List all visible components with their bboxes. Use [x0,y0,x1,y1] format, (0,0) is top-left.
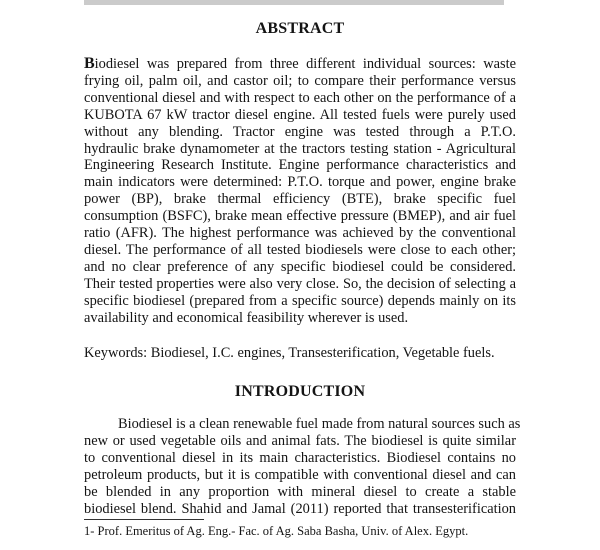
footnote-separator [84,519,204,520]
abstract-line: specific biodiesel (prepared from a specific source) depends mainly on its [84,292,516,309]
drop-letter: B [84,55,95,72]
abstract-line: frying oil, palm oil, and castor oil; to compare their performance versus [84,72,516,89]
top-cropped-text-remnant [84,0,504,5]
abstract-line: and no clear preference of any specific biodiesel could be considered. [84,258,516,275]
abstract-line: consumption (BSFC), brake mean effective pressure (BMEP), and air fuel [84,208,516,225]
introduction-line: to conventional diesel in its main characteristics. Biodiesel contains no [84,449,516,466]
abstract-line: hydraulic brake dynamometer at the tractors testing station - Agricultural [84,140,516,157]
introduction-heading: INTRODUCTION [234,383,366,400]
introduction-line: petroleum products, but it is compatible with conventional diesel and can [84,466,516,483]
abstract-heading: ABSTRACT [255,20,345,37]
abstract-line: Biodiesel was prepared from three different individual sources: waste [84,55,516,72]
introduction-line: biodiesel blend. Shahid and Jamal (2011) reported that transesterification [84,500,516,517]
abstract-body [84,56,516,327]
introduction-line: new or used vegetable oils and animal fats. The biodiesel is quite similar [84,432,516,449]
abstract-line: without any blending. Tractor engine was tested through a P.T.O. [84,123,516,140]
abstract-line: availability and economical feasibility wherever is used. [84,309,409,326]
abstract-line: Their tested properties were also very close. So, the decision of selecting a [84,275,516,292]
abstract-line: KUBOTA 67 kW tractor diesel engine. All tested fuels were purely used [84,106,516,123]
abstract-line: Engineering Research Institute. Engine performance characteristics and [84,157,516,174]
abstract-line: ratio (AFR). The highest performance was achieved by the conventional [84,225,516,242]
abstract-line: main indicators were determined: P.T.O. torque and power, engine brake [84,174,516,191]
introduction-body [84,416,521,517]
abstract-line: power (BP), brake thermal efficiency (BTE), brake specific fuel [84,191,516,208]
introduction-line: Biodiesel is a clean renewable fuel made from natural sources such as [118,416,521,432]
abstract-line: diesel. The performance of all tested biodiesels were close to each other; [84,241,516,258]
keywords: Keywords: Biodiesel, I.C. engines, Transesterification, Vegetable fuels. [84,345,495,361]
introduction-line: be blended in any proportion with mineral diesel to create a stable [84,483,516,500]
abstract-line: conventional diesel and with respect to each other on the performance of a [84,89,516,106]
footnote: 1- Prof. Emeritus of Ag. Eng.- Fac. of Ag. Saba Basha, Univ. of Alex. Egypt. [84,524,469,538]
